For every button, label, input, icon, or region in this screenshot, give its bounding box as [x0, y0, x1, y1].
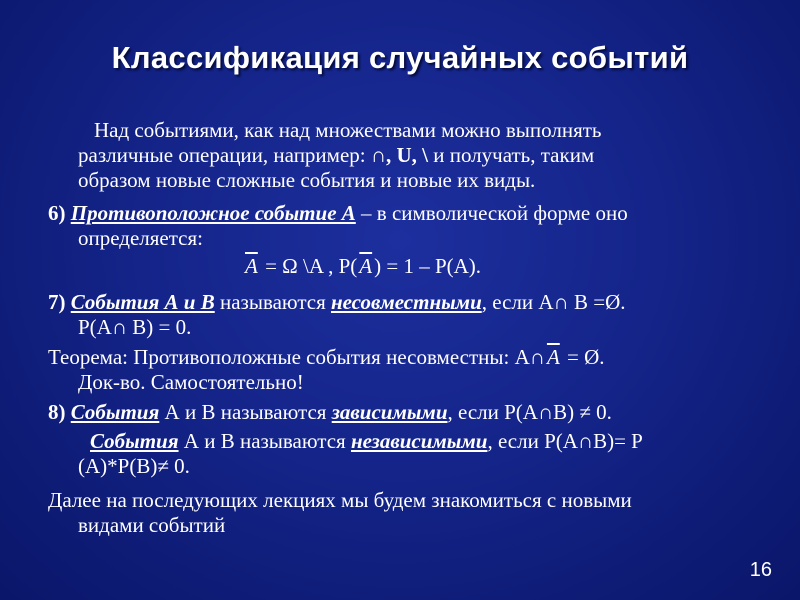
- item-6: [48, 201, 778, 279]
- item-7-line-1: [48, 290, 778, 315]
- outro-line-1: Далее на последующих лекциях мы будем знакомиться с новыми: [48, 488, 632, 512]
- item-7-keyword: несовместными: [330, 290, 482, 314]
- item-6-number: 6): [48, 201, 66, 225]
- intro-line-2-start: различные операции, например:: [78, 143, 371, 167]
- item-7-term: События А и В: [70, 290, 215, 314]
- formula-part-1: = Ω \A , P(: [259, 254, 358, 278]
- item-6-formula: [48, 254, 778, 279]
- item-8b-mid: А и В называются: [178, 429, 351, 453]
- theorem: [48, 345, 778, 395]
- item-8-keyword: зависимыми: [331, 400, 448, 424]
- item-7: [48, 290, 778, 340]
- set-operators: ∩, U, \: [370, 143, 428, 167]
- item-8-term: События: [70, 400, 160, 424]
- item-8-number: 8): [48, 400, 66, 424]
- formula-part-2: ) = 1 – P(A).: [374, 254, 482, 278]
- intro-line-1: Над событиями, как над множествами можно выполнять: [94, 118, 602, 142]
- item-6-line-1: [48, 201, 778, 226]
- intro-line-2-end: и получать, таким: [427, 143, 595, 167]
- item-7-rest: , если A∩ B =Ø.: [481, 290, 626, 314]
- item-8b-rest: , если P(A∩B)= P: [487, 429, 643, 453]
- intro-line-3: образом новые сложные события и новые их виды.: [78, 168, 536, 192]
- item-8b-term: События: [90, 429, 179, 453]
- item-6-line-2: определяется:: [78, 226, 203, 250]
- item-8b-line-1: [48, 429, 778, 454]
- intro-line-2: [48, 143, 778, 168]
- item-6-rest: – в символической форме оно: [355, 201, 628, 225]
- theorem-line-2: Док-во. Самостоятельно!: [78, 370, 304, 394]
- item-7-number: 7): [48, 290, 66, 314]
- intro-paragraph: [48, 118, 778, 193]
- complement-a-symbol-3: $\overline{A}$: [546, 345, 560, 369]
- slide-title: Классификация случайных событий: [111, 40, 689, 75]
- complement-a-symbol: $\overline{A}$: [245, 254, 258, 278]
- outro-paragraph: [48, 488, 778, 538]
- item-8: [48, 400, 778, 479]
- theorem-line-1: [48, 345, 778, 370]
- item-6-term: Противоположное событие А: [70, 201, 356, 225]
- outro-line-2: видами событий: [78, 513, 226, 537]
- item-7-mid: называются: [214, 290, 331, 314]
- theorem-start: Теорема: Противоположные события несовместны: A∩: [48, 345, 545, 369]
- item-8-mid: А и В называются: [159, 400, 332, 424]
- item-8b-line-2: (A)*P(B)≠ 0.: [78, 454, 190, 478]
- item-7-line-2: P(A∩ B) = 0.: [78, 315, 192, 339]
- theorem-end: = Ø.: [561, 345, 605, 369]
- item-8-rest: , если P(A∩B) ≠ 0.: [447, 400, 612, 424]
- item-8-line-1: [48, 400, 778, 425]
- item-8b-keyword: независимыми: [350, 429, 488, 453]
- complement-a-symbol-2: $\overline{A}$: [359, 254, 373, 278]
- page-number: 16: [749, 559, 772, 581]
